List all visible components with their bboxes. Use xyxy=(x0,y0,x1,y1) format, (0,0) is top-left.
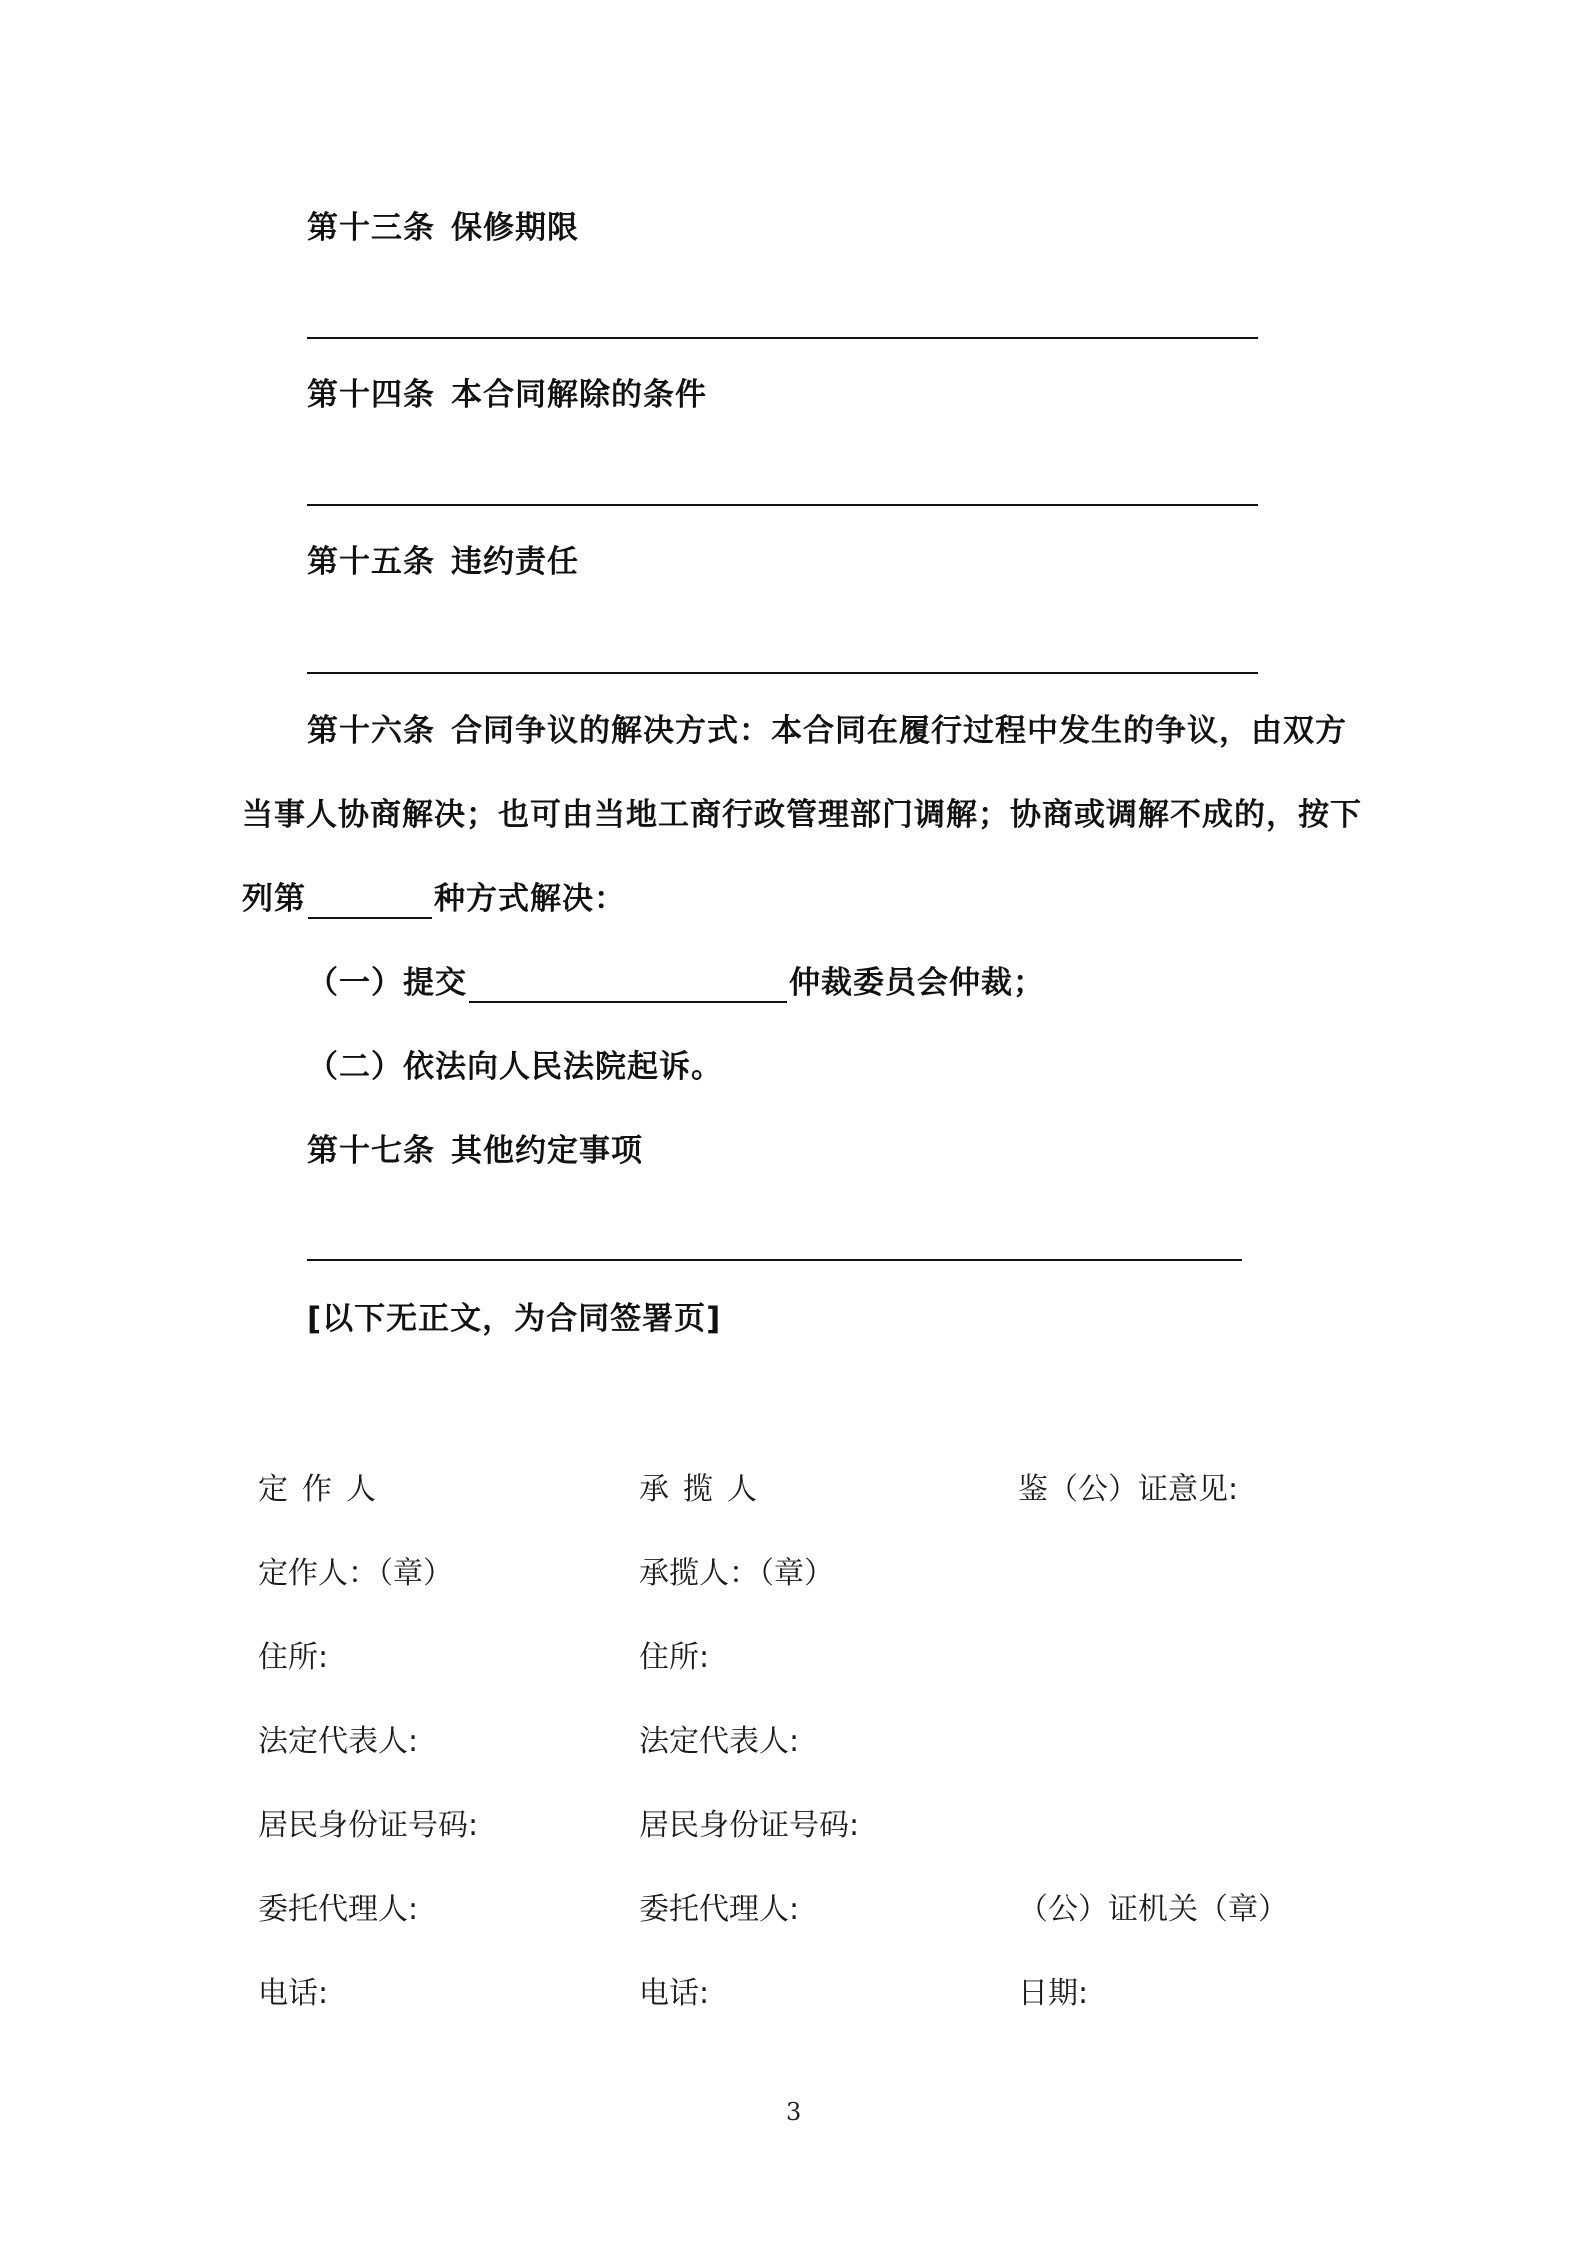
contractor-heading: 承揽人 xyxy=(639,1472,771,1507)
clause-13-heading xyxy=(307,208,579,248)
clause-15-number: 第十五条 xyxy=(307,544,435,580)
clause-14-heading xyxy=(307,375,707,415)
option-1-text-a: （一）提交 xyxy=(307,965,467,1001)
end-note: [以下无正文，为合同签署页] xyxy=(307,1301,722,1337)
client-heading: 定作人 xyxy=(258,1472,390,1507)
clause-16-line-3 xyxy=(242,879,626,919)
clause-16-text-1: 合同争议的解决方式：本合同在履行过程中发生的争议，由双方 xyxy=(451,713,1347,749)
clause-17-fill-line xyxy=(307,1259,1242,1261)
option-1-text-b: 仲裁委员会仲裁； xyxy=(789,965,1045,1001)
client-legal-rep: 法定代表人: xyxy=(258,1724,419,1759)
clause-13-fill-line xyxy=(307,337,1258,339)
notary-authority-seal: （公）证机关（章） xyxy=(1018,1892,1288,1927)
clause-17-heading xyxy=(307,1131,643,1171)
clause-16-option-1 xyxy=(307,963,1045,1003)
clause-13-title: 保修期限 xyxy=(451,210,579,246)
clause-16-number: 第十六条 xyxy=(307,713,435,749)
clause-14-fill-line xyxy=(307,504,1258,506)
client-seal: 定作人：（章） xyxy=(258,1556,453,1591)
clause-15-fill-line xyxy=(307,672,1258,674)
notary-date: 日期: xyxy=(1018,1976,1089,2011)
page-number: 3 xyxy=(786,2098,802,2126)
clause-13-number: 第十三条 xyxy=(307,210,435,246)
clause-17-number: 第十七条 xyxy=(307,1133,435,1169)
method-number-blank[interactable] xyxy=(308,881,432,919)
clause-16-text-3b: 种方式解决： xyxy=(434,881,626,917)
contractor-phone: 电话: xyxy=(639,1976,710,2011)
clause-17-title: 其他约定事项 xyxy=(451,1133,643,1169)
notary-opinion-heading: 鉴（公）证意见: xyxy=(1018,1472,1239,1507)
clause-14-title: 本合同解除的条件 xyxy=(451,377,707,413)
contractor-agent: 委托代理人: xyxy=(639,1892,800,1927)
client-address: 住所: xyxy=(258,1640,329,1675)
clause-15-title: 违约责任 xyxy=(451,544,579,580)
client-phone: 电话: xyxy=(258,1976,329,2011)
contractor-id-number: 居民身份证号码: xyxy=(639,1808,860,1843)
clause-15-heading xyxy=(307,542,579,582)
clause-16-option-2: （二）依法向人民法院起诉。 xyxy=(307,1049,723,1085)
clause-16-text-3a: 列第 xyxy=(242,881,306,917)
contractor-seal: 承揽人：（章） xyxy=(639,1556,834,1591)
client-agent: 委托代理人: xyxy=(258,1892,419,1927)
clause-14-number: 第十四条 xyxy=(307,377,435,413)
clause-16-line-1 xyxy=(307,711,1347,751)
client-id-number: 居民身份证号码: xyxy=(258,1808,479,1843)
clause-16-line-2: 当事人协商解决；也可由当地工商行政管理部门调解；协商或调解不成的，按下 xyxy=(242,797,1362,833)
contractor-legal-rep: 法定代表人: xyxy=(639,1724,800,1759)
arbitration-committee-blank[interactable] xyxy=(469,965,787,1003)
contractor-address: 住所: xyxy=(639,1640,710,1675)
